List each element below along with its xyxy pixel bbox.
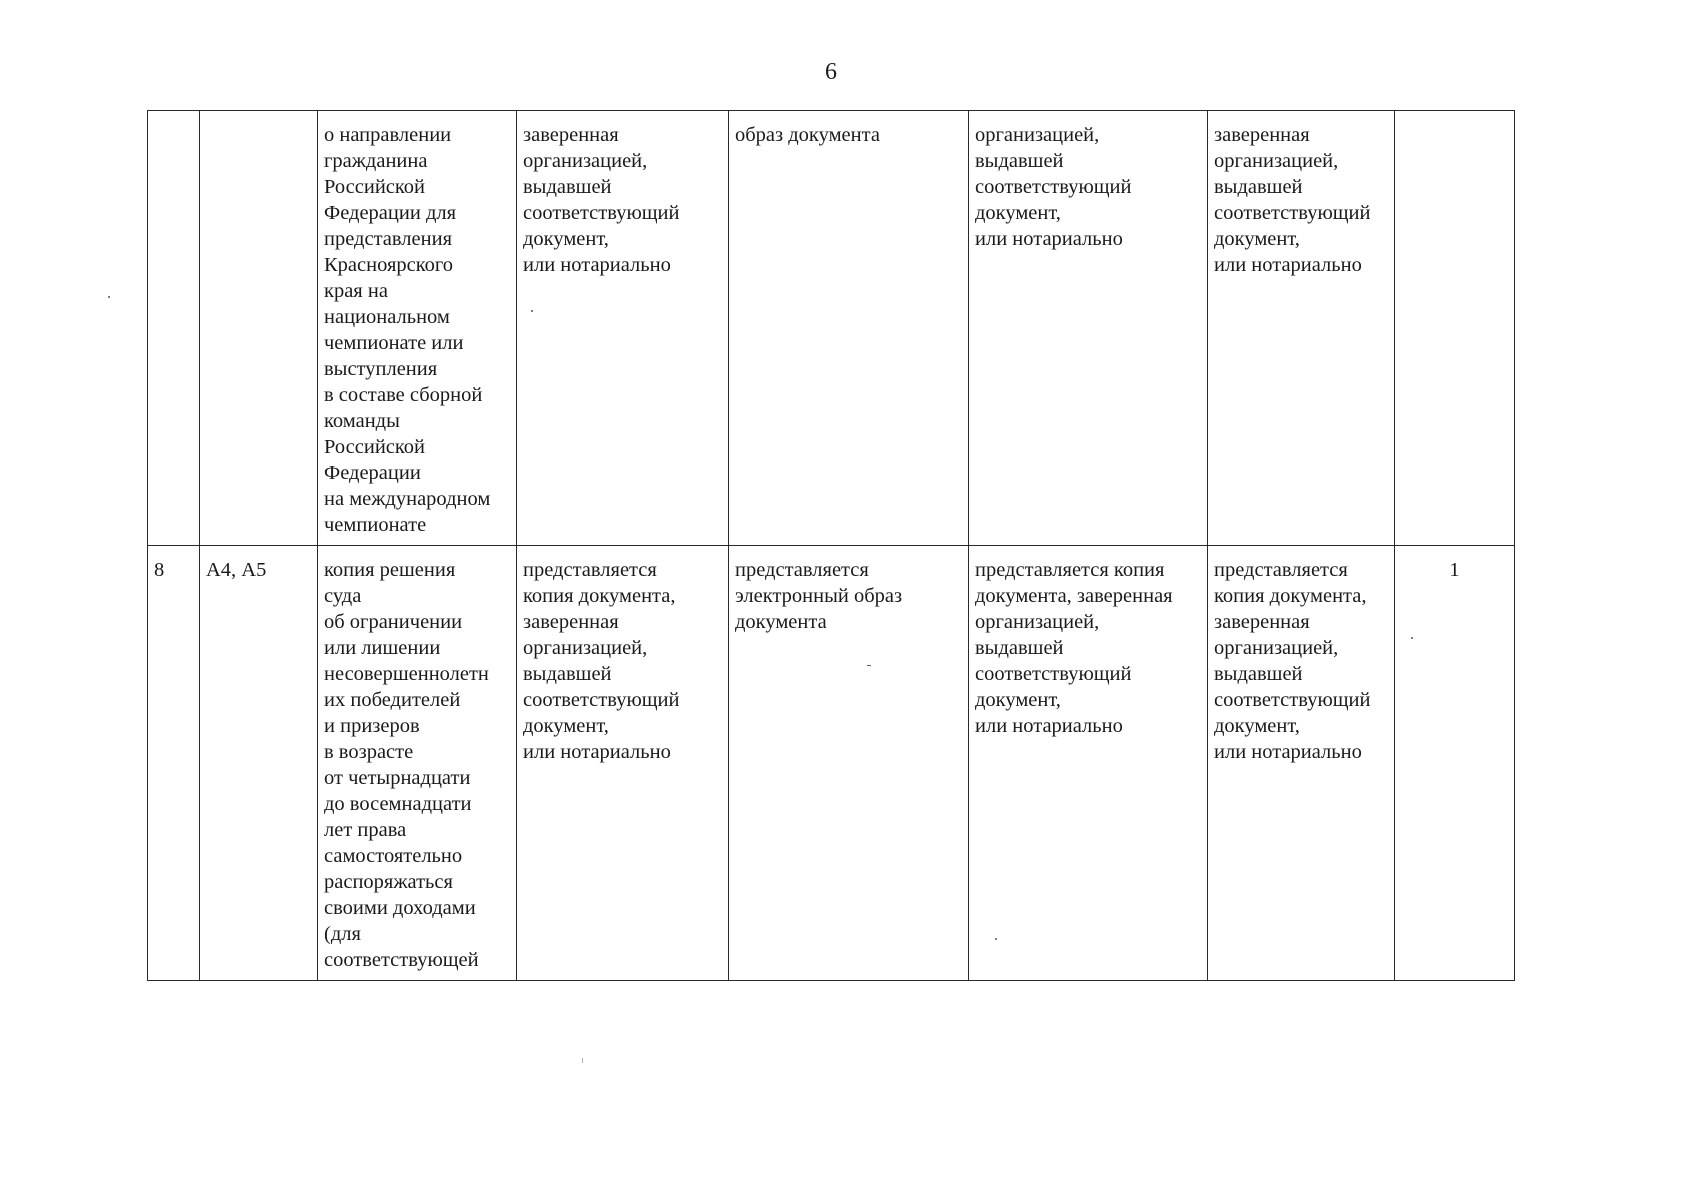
count-cell: 1 <box>1395 546 1515 981</box>
table-row <box>148 111 1515 546</box>
requirement-cell-2: представляется электронный образ документа <box>729 546 969 981</box>
requirement-cell-4: представляется копия документа, заверенная организацией, выдавшей соответствующий документ, или нотариально <box>1208 546 1395 981</box>
count-cell <box>1395 111 1515 546</box>
table-row <box>148 546 1515 981</box>
document-name-cell: о направлении гражданина Российской Федерации для представления Красноярского края на национальном чемпионате или выступления в составе сборной команды Российской Федерации на международном чемпионате <box>318 111 517 546</box>
requirement-cell-1: представляется копия документа, заверенная организацией, выдавшей соответствующий документ, или нотариально <box>517 546 729 981</box>
row-number-cell: 8 <box>148 546 200 981</box>
codes-cell <box>200 111 318 546</box>
scan-speck <box>867 665 871 666</box>
scan-speck <box>582 1058 583 1063</box>
requirement-cell-4: заверенная организацией, выдавшей соответствующий документ, или нотариально <box>1208 111 1395 546</box>
requirement-cell-3: представляется копия документа, заверенная организацией, выдавшей соответствующий документ, или нотариально <box>969 546 1208 981</box>
page-number: 6 <box>825 59 837 85</box>
document-name-cell: копия решения суда об ограничении или лишении несовершеннолетн их победителей и призеров в возрасте от четырнадцати до восемнадцати лет права самостоятельно распоряжаться своими доходами (для соответствующей <box>318 546 517 981</box>
scan-speck <box>1411 637 1413 639</box>
documents-table <box>147 110 1515 981</box>
requirement-cell-2: образ документа <box>729 111 969 546</box>
requirement-cell-1: заверенная организацией, выдавшей соответствующий документ, или нотариально <box>517 111 729 546</box>
row-number-cell <box>148 111 200 546</box>
codes-cell: А4, А5 <box>200 546 318 981</box>
scan-speck <box>108 296 110 298</box>
scan-speck <box>995 938 997 940</box>
requirement-cell-3: организацией, выдавшей соответствующий документ, или нотариально <box>969 111 1208 546</box>
scan-speck <box>531 310 533 312</box>
